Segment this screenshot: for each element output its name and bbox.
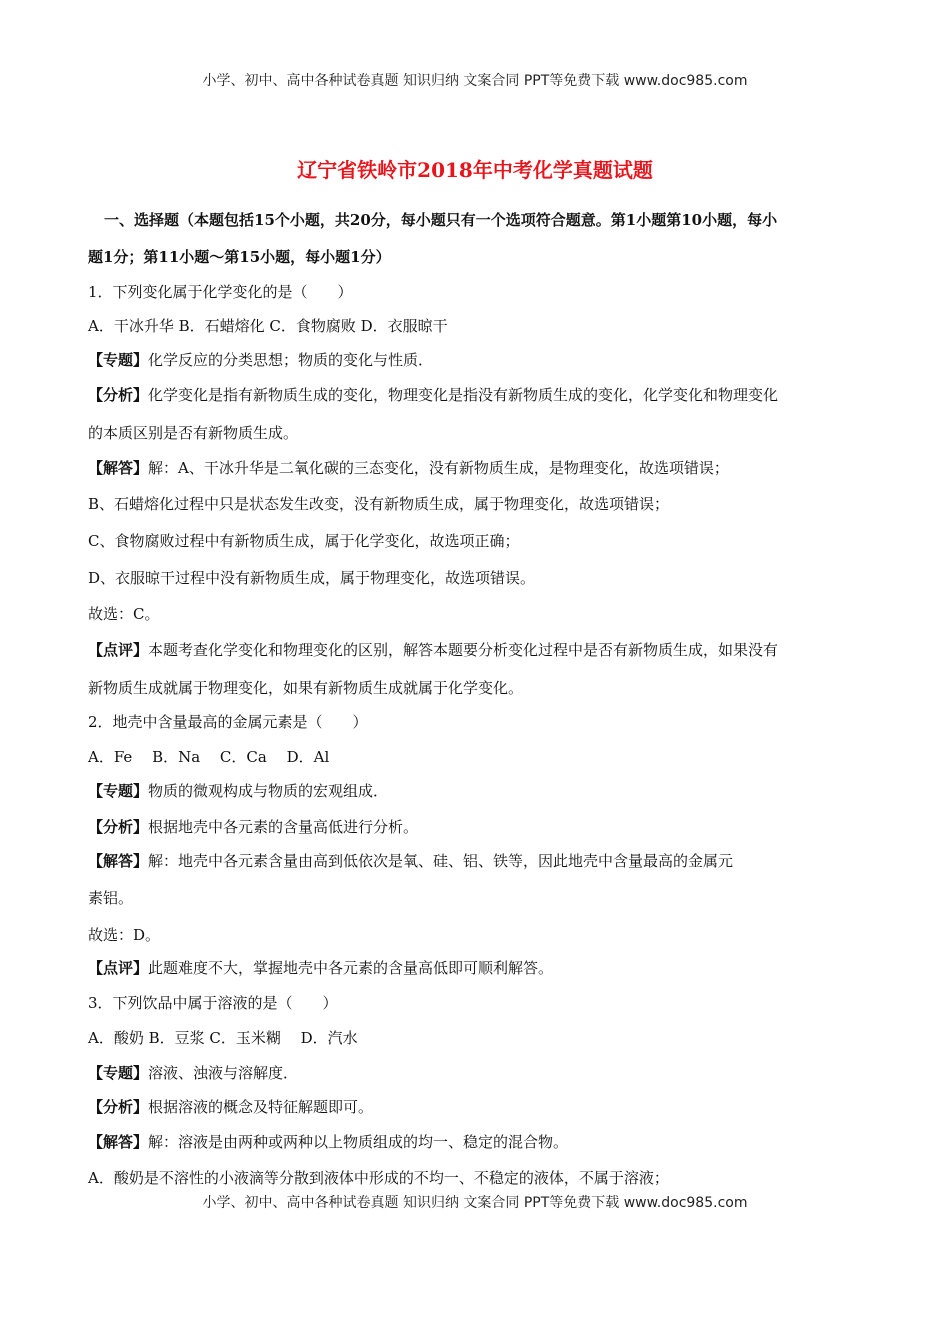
- q3-zhuanti: [88, 1063, 298, 1083]
- q1-fenxi: [88, 385, 778, 405]
- label-jieda: 【解答】: [88, 459, 149, 477]
- q3-jieda-a: A．酸奶是不溶性的小液滴等分散到液体中形成的不均一、不稳定的液体，不属于溶液；: [88, 1169, 669, 1187]
- page-footer: 小学、初中、高中各种试卷真题 知识归纳 文案合同 PPT等免费下载 www.doc985.com: [202, 1195, 748, 1211]
- q2-fenxi-text: 根据地壳中各元素的含量高低进行分析。: [148, 818, 419, 836]
- section-heading-line1: 一、选择题（本题包括15个小题，共20分，每小题只有一个选项符合题意。第1小题第10小题，每小: [104, 211, 778, 229]
- q2-jieda-text: 解：地壳中各元素含量由高到低依次是氧、硅、铝、铁等，因此地壳中含量最高的金属元: [148, 852, 734, 870]
- q1-answer: 故选：C。: [88, 605, 160, 623]
- label-jieda: 【解答】: [88, 1133, 149, 1151]
- q3-fenxi: [88, 1097, 373, 1117]
- label-zhuanti: 【专题】: [88, 782, 149, 800]
- q3-stem: 3．下列饮品中属于溶液的是（ ）: [88, 994, 338, 1012]
- label-dianping: 【点评】: [88, 959, 149, 977]
- q2-fenxi: [88, 817, 418, 837]
- q2-jieda-cont: 素铝。: [88, 889, 134, 907]
- q1-jieda-text: 解：A、干冰升华是二氧化碳的三态变化，没有新物质生成，是物理变化，故选项错误；: [148, 459, 729, 477]
- q2-answer: 故选：D。: [88, 926, 161, 944]
- q1-jieda: [88, 458, 729, 478]
- q3-zhuanti-text: 溶液、浊液与溶解度．: [148, 1064, 299, 1082]
- q3-jieda-text: 解：溶液是由两种或两种以上物质组成的均一、稳定的混合物。: [148, 1133, 569, 1151]
- q2-dianping-text: 此题难度不大，掌握地壳中各元素的含量高低即可顺利解答。: [148, 959, 554, 977]
- label-dianping: 【点评】: [88, 641, 149, 659]
- q1-fenxi-text: 化学变化是指有新物质生成的变化，物理变化是指没有新物质生成的变化，化学变化和物理变化: [148, 386, 779, 404]
- document-title: 辽宁省铁岭市2018年中考化学真题试题: [297, 158, 653, 182]
- label-jieda: 【解答】: [88, 852, 149, 870]
- q3-jieda: [88, 1132, 568, 1152]
- label-zhuanti: 【专题】: [88, 1064, 149, 1082]
- q2-dianping: [88, 958, 553, 978]
- q1-jieda-b: B、石蜡熔化过程中只是状态发生改变，没有新物质生成，属于物理变化，故选项错误；: [88, 495, 670, 513]
- q1-jieda-c: C、食物腐败过程中有新物质生成，属于化学变化，故选项正确；: [88, 532, 520, 550]
- section-heading-line2: 题1分；第11小题～第15小题，每小题1分）: [88, 248, 391, 266]
- q1-dianping-text: 本题考查化学变化和物理变化的区别，解答本题要分析变化过程中是否有新物质生成，如果没有: [148, 641, 779, 659]
- q1-dianping: [88, 640, 778, 660]
- q3-fenxi-text: 根据溶液的概念及特征解题即可。: [148, 1098, 374, 1116]
- q3-options: A．酸奶 B．豆浆 C．玉米糊 D．汽水: [88, 1029, 358, 1047]
- q1-stem: 1．下列变化属于化学变化的是（ ）: [88, 283, 353, 301]
- q1-zhuanti-text: 化学反应的分类思想；物质的变化与性质．: [148, 351, 434, 369]
- q1-fenxi-cont: 的本质区别是否有新物质生成。: [88, 424, 299, 442]
- q1-options: A．干冰升华 B．石蜡熔化 C．食物腐败 D．衣服晾干: [88, 317, 448, 335]
- q2-zhuanti-text: 物质的微观构成与物质的宏观组成．: [148, 782, 389, 800]
- q2-zhuanti: [88, 781, 388, 801]
- page-header: 小学、初中、高中各种试卷真题 知识归纳 文案合同 PPT等免费下载 www.doc985.com: [202, 73, 748, 89]
- q2-options: A．Fe B．Na C．Ca D．Al: [88, 748, 330, 766]
- label-zhuanti: 【专题】: [88, 351, 149, 369]
- label-fenxi: 【分析】: [88, 386, 149, 404]
- label-fenxi: 【分析】: [88, 1098, 149, 1116]
- q2-stem: 2．地壳中含量最高的金属元素是（ ）: [88, 713, 368, 731]
- q2-jieda: [88, 851, 733, 871]
- q1-zhuanti: [88, 350, 433, 370]
- label-fenxi: 【分析】: [88, 818, 149, 836]
- q1-jieda-d: D、衣服晾干过程中没有新物质生成，属于物理变化，故选项错误。: [88, 569, 536, 587]
- q1-dianping-cont: 新物质生成就属于物理变化，如果有新物质生成就属于化学变化。: [88, 679, 524, 697]
